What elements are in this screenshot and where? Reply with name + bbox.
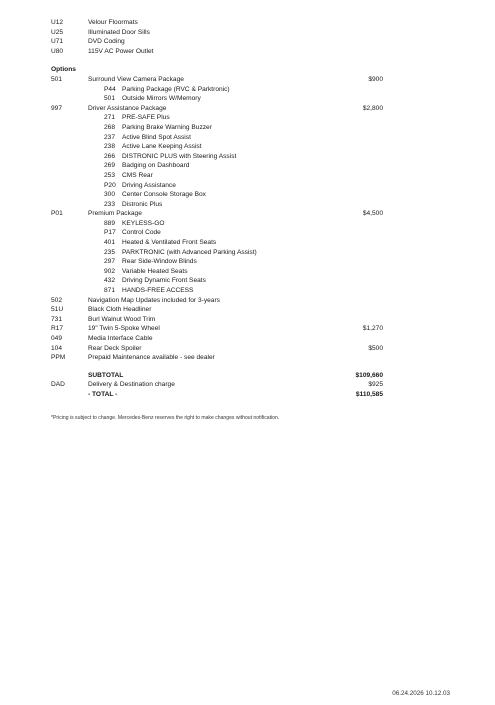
destination-value: $925 [368,381,383,389]
sub-item-code: 432 [104,277,116,285]
sub-item-description: Control Code [122,229,161,237]
sub-item-code: 268 [104,123,116,131]
item-price: $4,500 [362,210,383,218]
package-sub-item-row [51,152,383,162]
item-description: Driver Assistance Package [88,104,167,112]
options-title: Options [51,66,76,74]
item-code: U25 [51,28,64,36]
sub-item-description: Variable Heated Seats [122,267,188,275]
package-sub-item-row [51,113,383,123]
item-description: Surround View Camera Package [88,75,184,83]
sub-item-code: P44 [104,85,116,93]
item-description: 19" Twin 5-Spoke Wheel [88,325,160,333]
item-code: PPM [51,354,66,362]
sub-item-description: Center Console Storage Box [122,191,206,199]
item-description: Navigation Map Updates included for 3-years [88,296,220,304]
sub-item-code: 501 [104,95,116,103]
total-value: $110,585 [355,390,383,398]
sub-item-code: P17 [104,229,116,237]
sub-item-code: 237 [104,133,116,141]
line-item-row [51,37,383,47]
item-code: 51U [51,306,64,314]
line-item-row [51,334,383,344]
package-sub-item-row [51,248,383,258]
sub-item-description: Driving Assistance [122,181,176,189]
item-code: 731 [51,315,63,323]
item-description: Media Interface Cable [88,335,153,342]
sub-item-description: KEYLESS-GO [122,219,165,227]
options-list [51,75,383,363]
item-description: Burl Walnut Wood Trim [88,315,156,323]
line-item-row [51,209,383,219]
sub-item-code: 300 [104,191,116,199]
sub-item-code: 889 [104,219,116,227]
item-description: Velour Floormats [88,19,138,26]
package-sub-item-row [51,228,383,238]
package-sub-item-row [51,267,383,277]
sub-item-code: 235 [104,248,116,256]
package-sub-item-row [51,161,383,171]
price-sheet [51,18,383,400]
sub-item-code: 401 [104,239,116,247]
destination-code: DAD [51,381,65,389]
item-description: Black Cloth Headliner [88,306,152,314]
sub-item-code: 271 [104,114,116,122]
package-sub-item-row [51,219,383,229]
sub-item-code: 253 [104,171,116,179]
item-code: R17 [51,325,64,333]
line-item-row [51,305,383,315]
package-sub-item-row [51,181,383,191]
line-item-row [51,18,383,28]
sub-item-description: PRE-SAFE Plus [122,114,170,122]
package-sub-item-row [51,123,383,133]
item-code: P01 [51,210,63,218]
pricing-note: *Pricing is subject to change. Mercedes-Benz reserves the right to make changes without notification. [51,415,280,421]
item-description: Premium Package [88,210,142,218]
item-code: U12 [51,19,64,26]
sub-item-description: Parking Brake Warning Buzzer [122,123,212,131]
line-item-row [51,296,383,306]
item-code: 502 [51,296,63,304]
item-code: 501 [51,75,63,83]
sub-item-description: Heated & Ventilated Front Seats [122,239,217,247]
item-description: 115V AC Power Outlet [88,47,154,55]
sub-item-description: Distronic Plus [122,200,163,208]
line-item-row [51,75,383,85]
package-sub-item-row [51,94,383,104]
sub-item-description: Outside Mirrors W/Memory [122,95,201,103]
item-price: $1,270 [362,325,383,333]
sub-item-code: 233 [104,200,116,208]
destination-label: Delivery & Destination charge [88,381,175,389]
package-sub-item-row [51,276,383,286]
item-code: 104 [51,344,63,352]
total-row [51,390,383,400]
package-sub-item-row [51,238,383,248]
item-description: Rear Deck Spoiler [88,344,142,352]
subtotal-value: $109,660 [355,371,383,379]
package-sub-item-row [51,142,383,152]
item-code: 049 [51,335,63,342]
item-price: $2,800 [362,104,383,112]
sub-item-description: Badging on Dashboard [122,162,190,170]
sub-item-description: CMS Rear [122,171,153,179]
total-label: - TOTAL - [88,390,118,398]
package-sub-item-row [51,133,383,143]
sub-item-description: HANDS-FREE ACCESS [122,287,194,295]
line-item-row [51,344,383,354]
print-timestamp: 06.24.2026 10.12.03 [392,690,450,697]
sub-item-description: PARKTRONIC (with Advanced Parking Assist) [122,248,257,256]
sub-item-code: 238 [104,143,116,151]
sub-item-code: 269 [104,162,116,170]
item-code: U71 [51,38,64,46]
sub-item-code: 266 [104,152,116,160]
sub-item-description: Parking Package (RVC & Parktronic) [122,85,230,93]
sub-item-description: Active Blind Spot Assist [122,133,191,141]
item-code: U80 [51,47,64,55]
destination-row [51,380,383,390]
line-item-row [51,324,383,334]
package-sub-item-row [51,286,383,296]
item-price: $900 [368,75,383,83]
package-sub-item-row [51,200,383,210]
line-item-row [51,47,383,57]
sub-item-code: 871 [104,287,116,295]
subtotal-row [51,371,383,381]
sub-item-code: 902 [104,267,116,275]
subtotal-label: SUBTOTAL [88,371,124,379]
package-sub-item-row [51,257,383,267]
sub-item-code: 297 [104,258,116,266]
item-code: 997 [51,104,63,112]
package-sub-item-row [51,171,383,181]
sub-item-description: Rear Side-Window Blinds [122,258,197,266]
sub-item-code: P20 [104,181,116,189]
item-description: DVD Coding [88,38,125,46]
line-item-row [51,315,383,325]
line-item-row [51,104,383,114]
sub-item-description: Driving Dynamic Front Seats [122,277,206,285]
sub-item-description: DISTRONIC PLUS with Steering Assist [122,152,237,160]
line-item-row [51,28,383,38]
package-sub-item-row [51,85,383,95]
item-price: $500 [368,344,383,352]
item-description: Prepaid Maintenance available - see dealer [88,354,215,362]
line-item-row [51,353,383,363]
sub-item-description: Active Lane Keeping Assist [122,143,202,151]
standard-items-list [51,18,383,56]
item-description: Illuminated Door Sills [88,28,150,36]
package-sub-item-row [51,190,383,200]
